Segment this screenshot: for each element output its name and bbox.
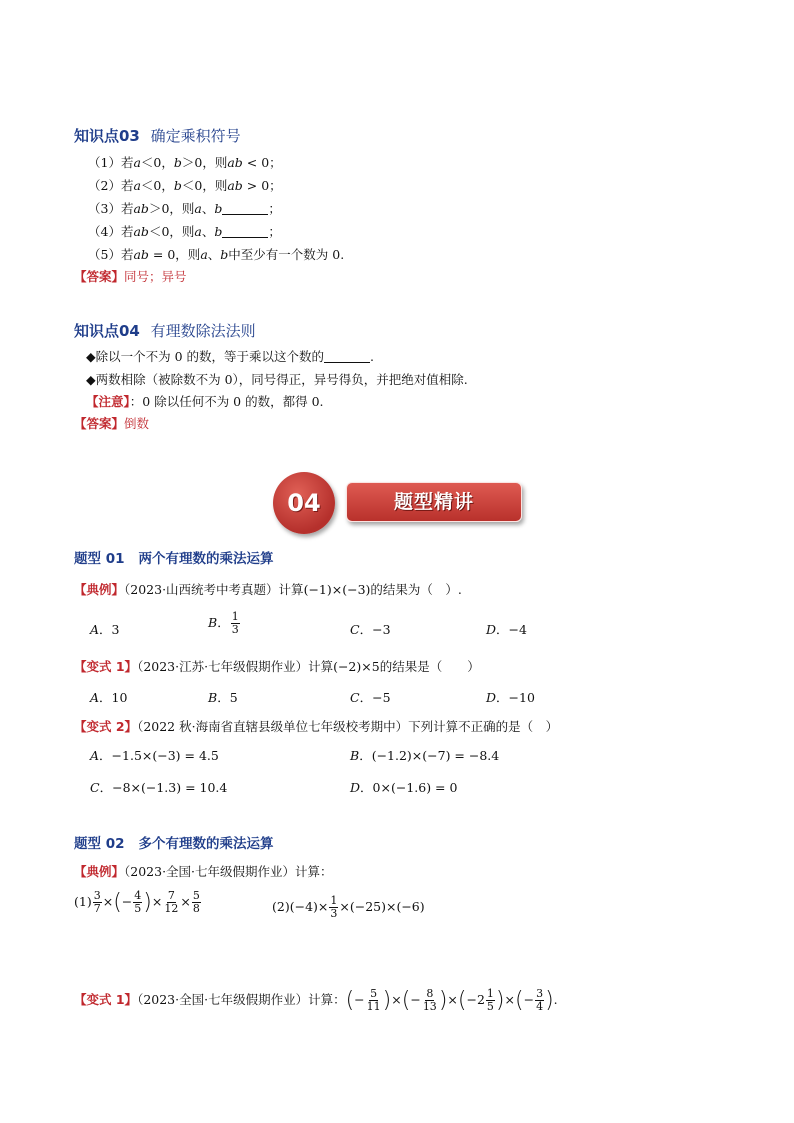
tx01-example-option-d: D．−4 [486,622,527,637]
tx02-example-part-1: (1) $\frac{3}{7}$ ×(− $\frac{4}{5}$ )× $\frac{7}{12}$ × $\frac{5}{8}$ [74,889,200,915]
kp03-line-2: （2）若a＜0，b＜0，则ab > 0； [88,178,282,193]
tx01-example-option-a: A．3 [90,622,120,637]
kp04-rule-1: ◆除以一个不为 0 的数，等于乘以这个数的 . [86,349,374,364]
kp04-rule-2: ◆两数相除（被除数不为 0），同号得正，异号得负，并把绝对值相除. [86,372,468,387]
tx01-var2-option-c: C．−8×(−1.3) = 10.4 [90,780,228,795]
kp04-title [74,320,256,341]
kp03-answer: 【答案】同号；异号 [74,269,187,284]
kp04-title-text: 有理数除法法则 [150,322,256,340]
kp03-line-3: （3）若ab＞0，则a、b ； [88,201,281,216]
section-number: 04 [287,489,321,517]
tx01-var1-option-a: A．10 [90,690,128,705]
tx01-var1: 【变式 1】（2023·江苏·七年级假期作业）计算(−2)×5的结果是（ ） [74,659,480,674]
kp04-title-prefix: 知识点04 [74,322,140,340]
tx02-example-part-2: (2)(−4)× $\frac{1}{3}$ ×(−25)×(−6) [272,894,425,920]
tx01-var1-option-c: C．−5 [350,690,391,705]
tx02-example: 【典例】（2023·全国·七年级假期作业）计算： [74,864,333,879]
kp03-line-5: （5）若ab = 0，则a、b中至少有一个数为 0. [88,247,345,262]
tx01-var1-option-d: D．−10 [486,690,535,705]
fill-blank [222,225,268,238]
fill-blank [222,202,268,215]
tx01-header: 题型 01 两个有理数的乘法运算 [74,551,274,567]
kp03-title [74,125,241,146]
kp03-title-prefix: 知识点03 [74,127,140,145]
tx01-var2-option-b: B．(−1.2)×(−7) = −8.4 [350,748,500,763]
tx02-var1: 【变式 1】（2023·全国·七年级假期作业）计算：(− $\frac{5}{11}$ )×(− $\frac{8}{13}$ )×(−2 $\frac{1}{5}$ )×(− $\frac{3}{4}$ ). [74,987,558,1013]
tx01-var2-option-d: D．0×(−1.6) = 0 [350,780,458,795]
tx02-header: 题型 02 多个有理数的乘法运算 [74,836,274,852]
tx01-var2-option-a: A．−1.5×(−3) = 4.5 [90,748,219,763]
tx01-example-option-c: C．−3 [350,622,391,637]
kp03-line-4: （4）若ab＜0，则a、b ； [88,224,281,239]
kp03-line-1: （1）若a＜0，b＞0，则ab < 0； [88,155,282,170]
kp03-title-text: 确定乘积符号 [150,127,241,145]
tx01-example: 【典例】（2023·山西统考中考真题）计算(−1)×(−3)的结果为（ ）. [74,582,462,597]
kp04-note: 【注意】：0 除以任何不为 0 的数，都得 0. [86,394,324,409]
tx01-var2: 【变式 2】（2022 秋·海南省直辖县级单位七年级校考期中）下列计算不正确的是（ ） [74,719,559,734]
tx01-example-option-b: B． $\frac{1}{3}$ [208,610,239,636]
kp04-answer: 【答案】倒数 [74,416,150,431]
tx01-var1-option-b: B．5 [208,690,238,705]
fill-blank [324,350,370,363]
section-banner-text: 题型精讲 [393,491,474,513]
